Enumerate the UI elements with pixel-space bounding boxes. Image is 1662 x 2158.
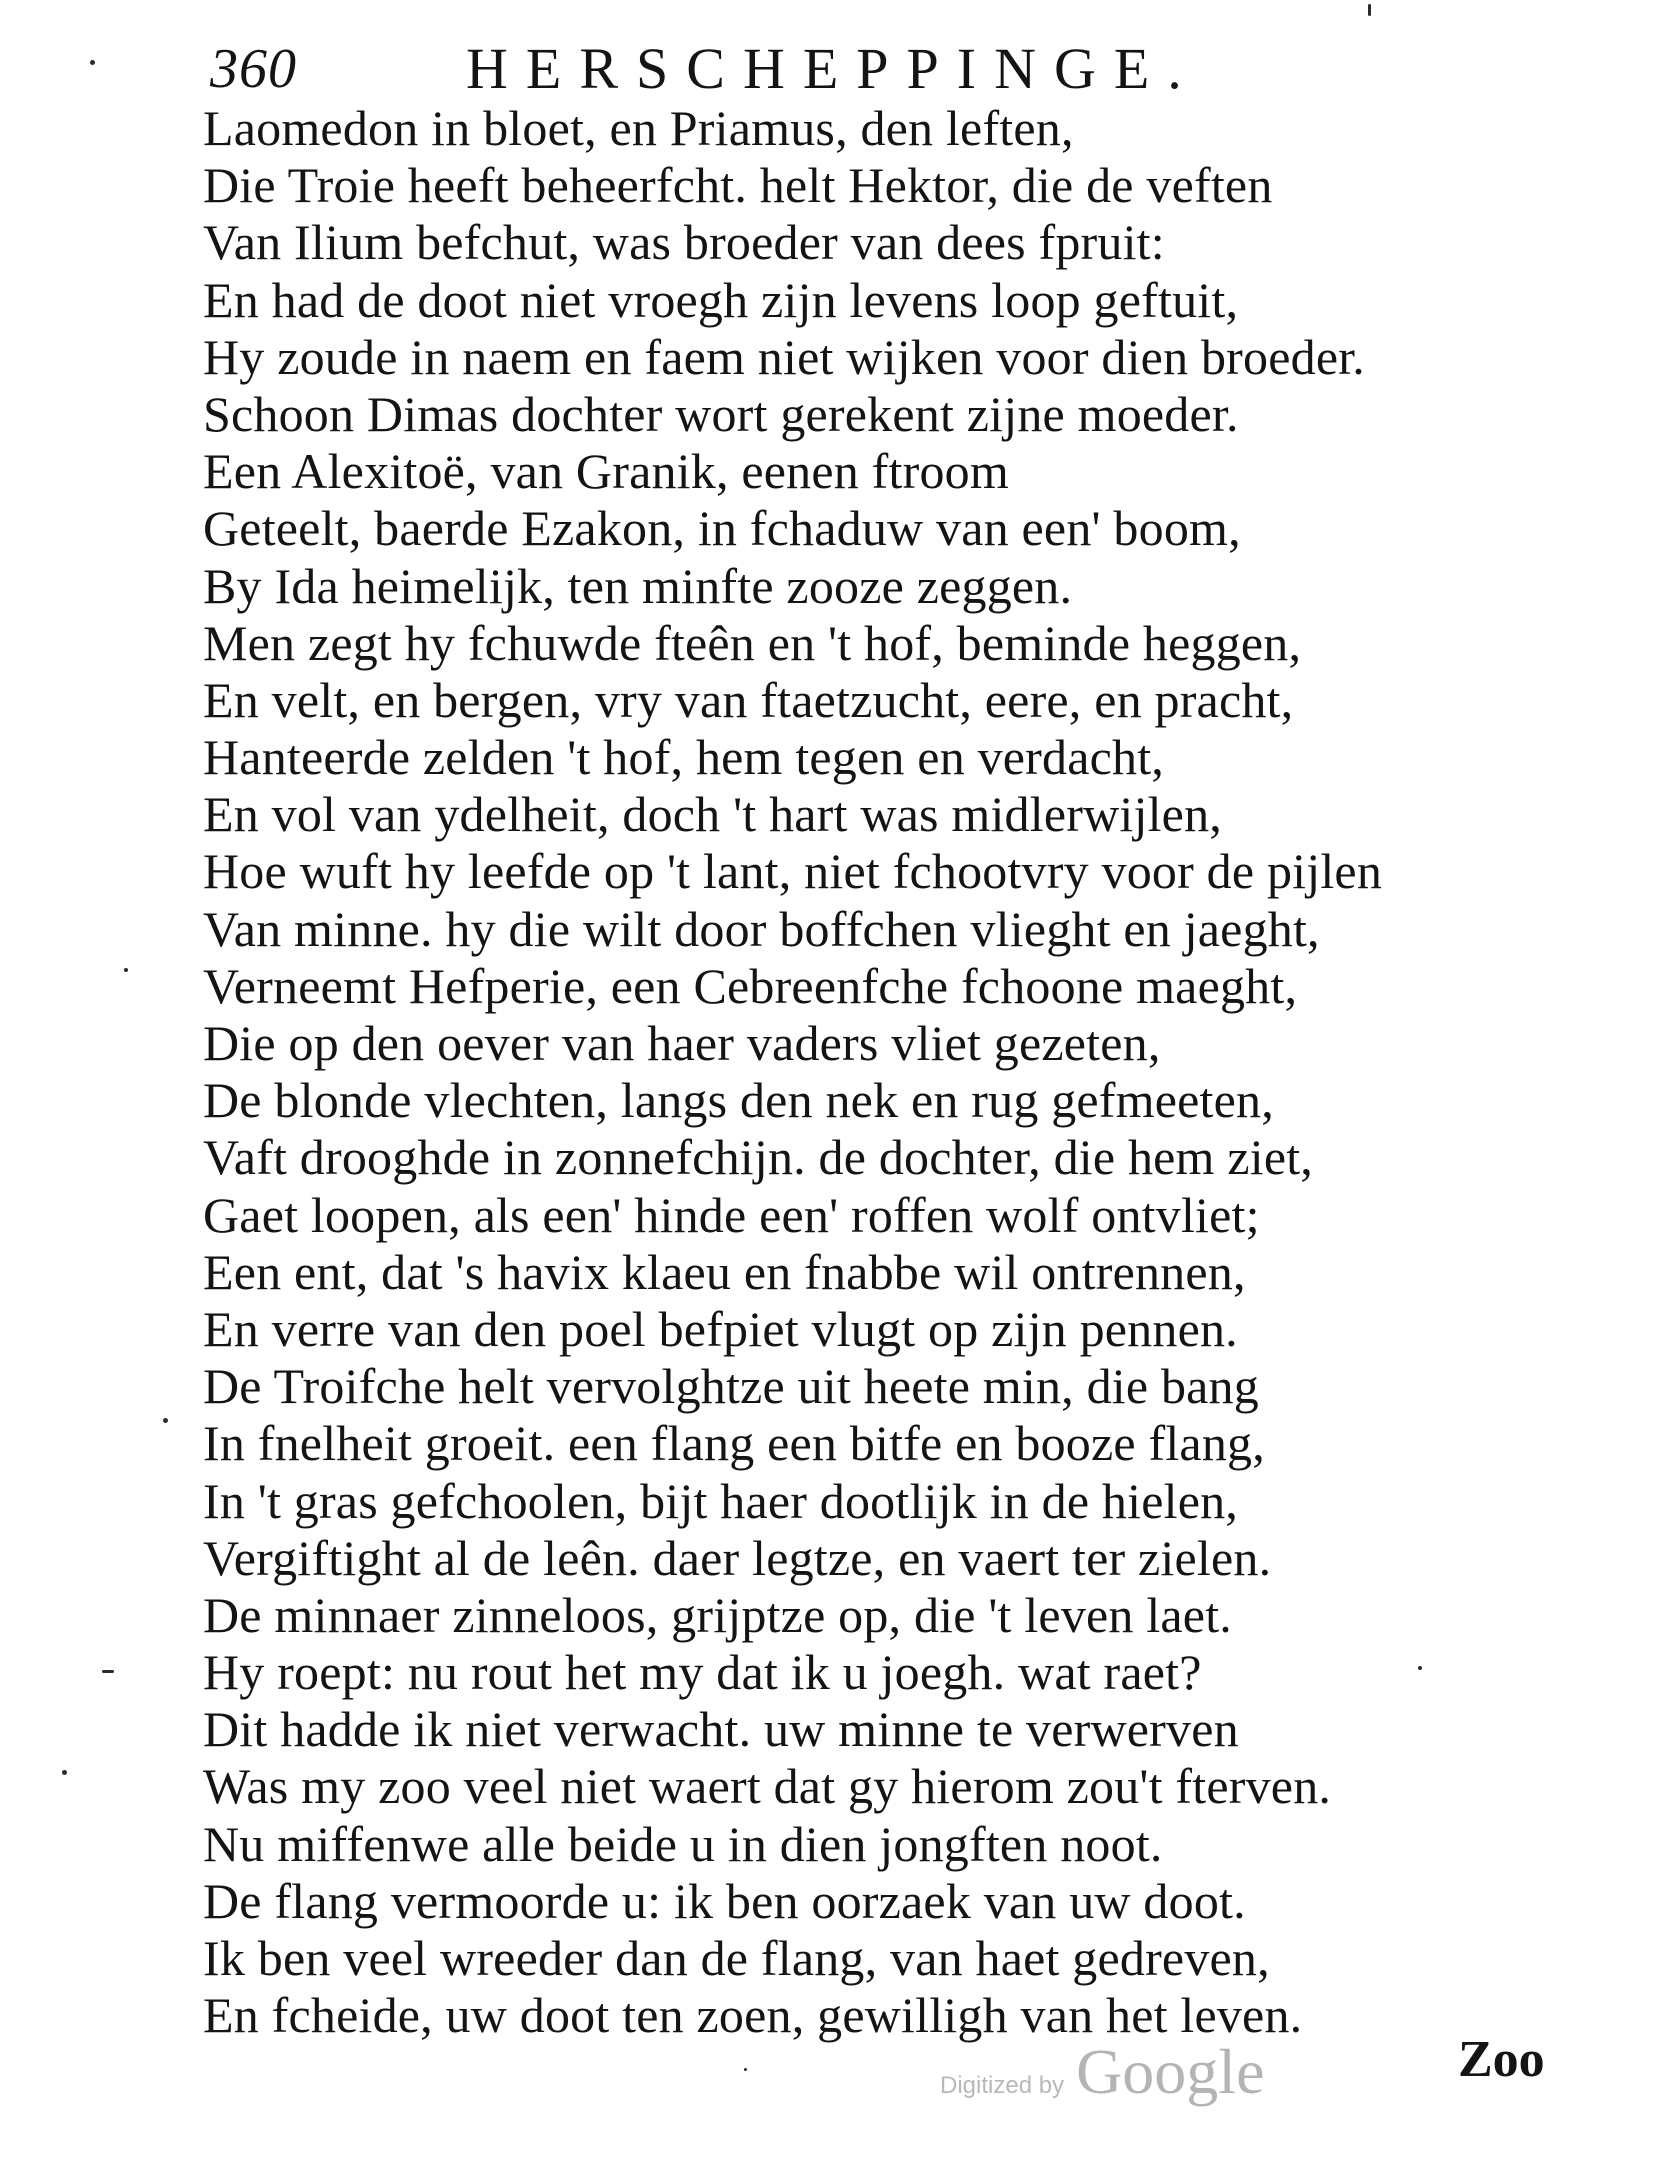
verse-line: Laomedon in bloet, en Priamus, den leften,	[203, 100, 1074, 156]
scan-speck	[102, 1670, 114, 1673]
verse-line: In 't gras gefchoolen, bijt haer dootlijk in de hielen,	[203, 1472, 1238, 1529]
verse-line: En vol van ydelheit, doch 't hart was midlerwijlen,	[203, 786, 1222, 843]
scan-speck	[62, 1770, 67, 1775]
catchword: Zoo	[1458, 2031, 1545, 2088]
verse-line: De minnaer zinneloos, grijptze op, die 't leven laet.	[203, 1586, 1232, 1643]
verse-line: Verneemt Hefperie, een Cebreenfche fchoone maeght,	[203, 957, 1298, 1014]
page-number: 360	[210, 38, 297, 100]
verse-line: En verre van den poel befpiet vlugt op zijn pennen.	[203, 1300, 1238, 1357]
verse-line: Ik ben veel wreeder dan de flang, van haet gedreven,	[203, 1930, 1270, 1986]
watermark-prefix: Digitized by	[940, 2072, 1065, 2099]
verse-line: En fcheide, uw doot ten zoen, gewilligh van het leven.	[203, 1987, 1303, 2044]
scan-speck	[124, 968, 128, 972]
page-header	[210, 20, 1350, 110]
verse-line: En velt, en bergen, vry van ftaetzucht, eere, en pracht,	[203, 671, 1294, 728]
verse-line: Dit hadde ik niet verwacht. uw minne te verwerven	[203, 1701, 1239, 1758]
scan-speck	[163, 1418, 168, 1423]
verse-line: Nu miffenwe alle beide u in dien jongften noot.	[203, 1815, 1163, 1872]
verse-line: Men zegt hy fchuwde fteên en 't hof, beminde heggen,	[203, 614, 1302, 671]
verse-line: Hoe wuft hy leefde op 't lant, niet fchootvry voor de pijlen	[203, 843, 1383, 900]
verse-line: Hy roept: nu rout het my dat ik u joegh. wat raet?	[203, 1644, 1202, 1701]
scan-speck	[1368, 4, 1371, 16]
verse-line: Van Ilium befchut, was broeder van dees fpruit:	[203, 214, 1165, 271]
scan-speck	[90, 60, 95, 65]
verse-line: Een ent, dat 's havix klaeu en fnabbe wil ontrennen,	[203, 1243, 1246, 1300]
running-title: HERSCHEPPINGE.	[466, 36, 1200, 101]
verse-line: In fnelheit groeit. een flang een bitfe en booze flang,	[203, 1415, 1265, 1472]
verse-line: Gaet loopen, als een' hinde een' roffen wolf ontvliet;	[203, 1186, 1260, 1243]
verse-line: Schoon Dimas dochter wort gerekent zijne moeder.	[203, 385, 1239, 442]
verse-line: Vaft drooghde in zonnefchijn. de dochter, die hem ziet,	[203, 1129, 1313, 1186]
verse-line: Hy zoude in naem en faem niet wijken voor dien broeder.	[203, 328, 1366, 385]
scan-speck	[744, 2068, 747, 2071]
verse-line: By Ida heimelijk, ten minfte zooze zeggen.	[203, 557, 1073, 614]
verse-line: Vergiftight al de leên. daer legtze, en vaert ter zielen.	[203, 1529, 1272, 1586]
verse-line: De flang vermoorde u: ik ben oorzaek van uw doot.	[203, 1872, 1246, 1929]
verse-line: Die Troie heeft beheerfcht. helt Hektor, die de veften	[203, 157, 1273, 214]
verse-line: Hanteerde zelden 't hof, hem tegen en verdacht,	[203, 729, 1165, 786]
digitization-watermark	[940, 2036, 1265, 2107]
verse-line: Geteelt, baerde Ezakon, in fchaduw van een' boom,	[203, 500, 1241, 557]
watermark-brand: Google	[1076, 2036, 1265, 2107]
verse-line: Was my zoo veel niet waert dat gy hierom zou't fterven.	[203, 1758, 1332, 1815]
verse-line: De blonde vlechten, langs den nek en rug gefmeeten,	[203, 1072, 1274, 1129]
verse-line: De Troifche helt vervolghtze uit heete min, die bang	[203, 1358, 1259, 1415]
scan-speck	[1418, 1666, 1422, 1670]
verse-line: Een Alexitoë, van Granik, eenen ftroom	[203, 443, 1009, 500]
verse-line: En had de doot niet vroegh zijn levens loop geftuit,	[203, 271, 1239, 328]
verse-line: Van minne. hy die wilt door boffchen vlieght en jaeght,	[203, 900, 1320, 957]
verse-block	[203, 100, 1603, 2044]
verse-line: Die op den oever van haer vaders vliet gezeten,	[203, 1015, 1161, 1071]
